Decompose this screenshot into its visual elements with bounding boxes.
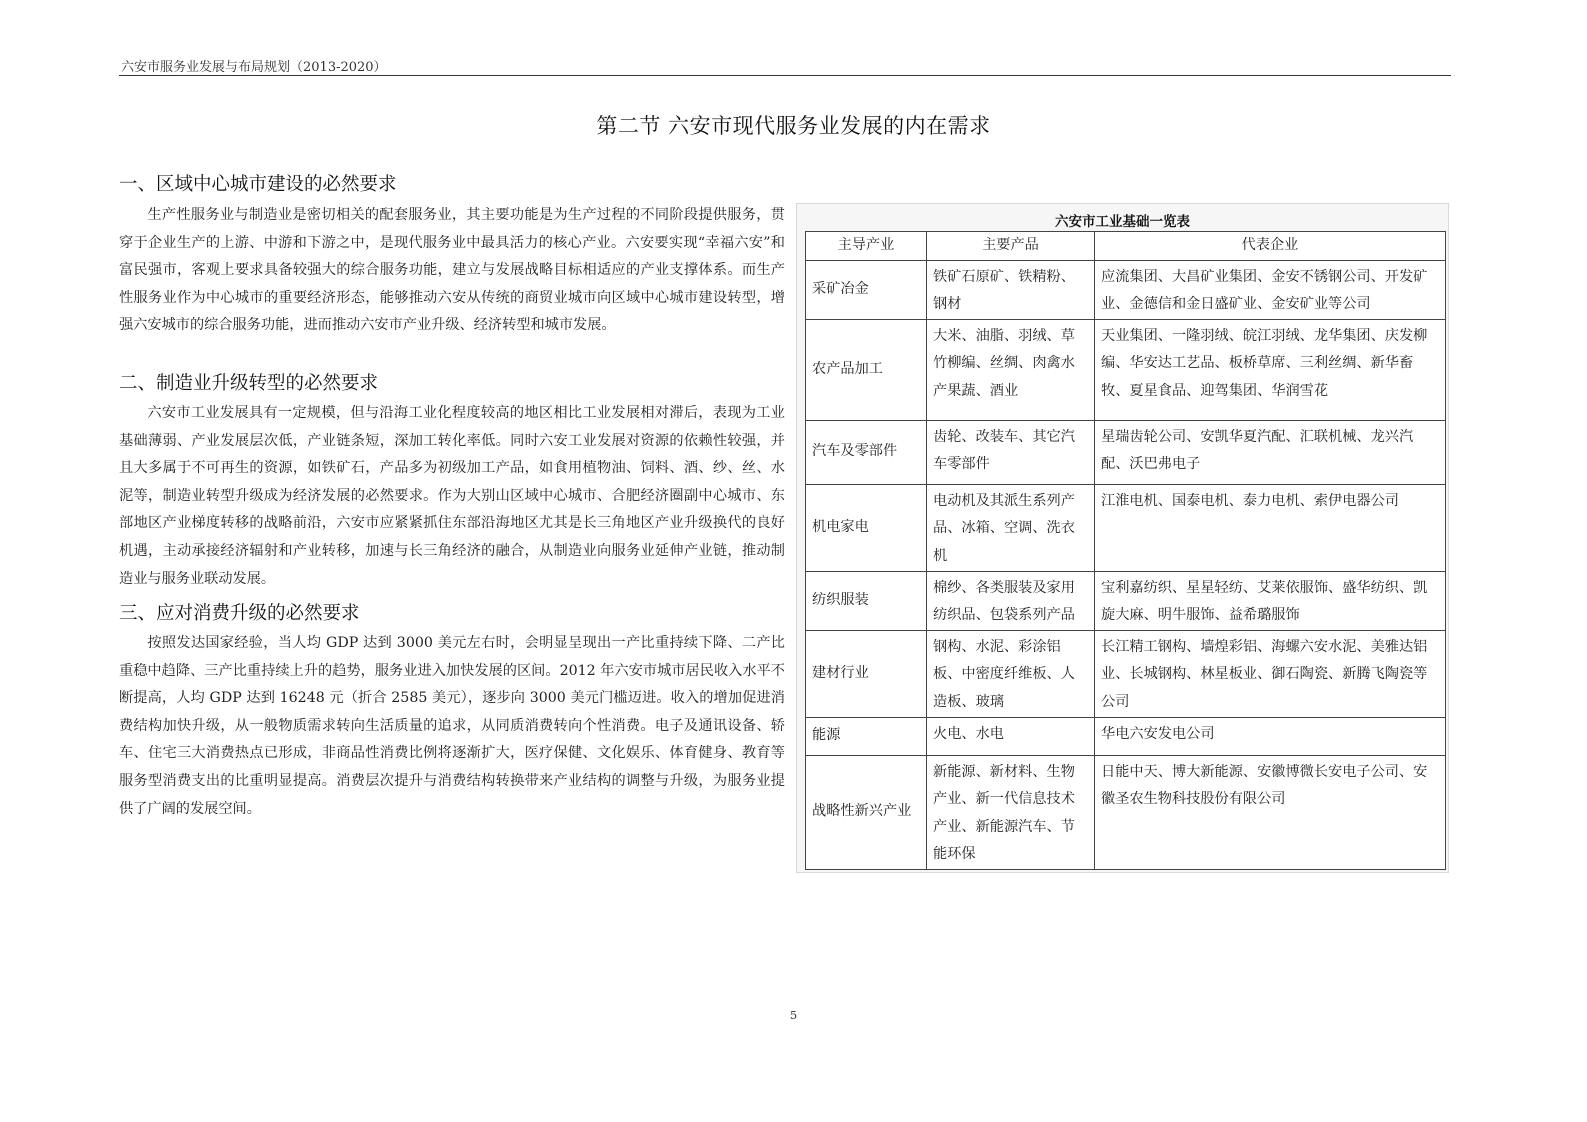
cell-industry: 机电家电 (806, 484, 927, 571)
table-row (806, 484, 1446, 571)
cell-companies: 华电六安发电公司 (1095, 717, 1446, 755)
table-row (806, 571, 1446, 630)
cell-companies: 宝利嘉纺织、星星轻纺、艾莱依服饰、盛华纺织、凯旋大麻、明牛服饰、益希璐服饰 (1095, 571, 1446, 630)
cell-products: 铁矿石原矿、铁精粉、钢材 (927, 260, 1095, 319)
cell-companies: 日能中天、博大新能源、安徽博微长安电子公司、安徽圣农生物科技股份有限公司 (1095, 755, 1446, 869)
cell-companies: 江淮电机、国泰电机、泰力电机、索伊电器公司 (1095, 484, 1446, 571)
table-row (806, 260, 1446, 319)
cell-products: 齿轮、改装车、其它汽车零部件 (927, 420, 1095, 484)
cell-industry: 能源 (806, 717, 927, 755)
table-caption: 六安市工业基础一览表 (1055, 214, 1190, 230)
table-row (806, 717, 1446, 755)
industry-base-table (805, 231, 1446, 870)
cell-products: 大米、油脂、羽绒、草竹柳编、丝绸、肉禽水产果蔬、酒业 (927, 319, 1095, 420)
cell-products: 棉纱、各类服装及家用纺织品、包袋系列产品 (927, 571, 1095, 630)
table-row (806, 420, 1446, 484)
running-header: 六安市服务业发展与布局规划（2013-2020） (121, 60, 387, 75)
paragraph-consumption: 按照发达国家经验，当人均 GDP 达到 3000 美元左右时，会明显呈现出一产比重持续下降、二产比重稳中趋降、三产比重持续上升的趋势，服务业进入加快发展的区间。2012 年六安市城市居民收入水平不断提高，人均 GDP 达到 16248 元（折合 2585 美元），逐步向 3000 美元门槛迈进。收入的增加促进消费结构加快升级，从一般物质需求转向生活质量的追求，从同质消费转向个性消费。电子及通讯设备、轿车、住宅三大消费热点已形成，非商品性消费比例将逐渐扩大，医疗保健、文化娱乐、体育健身、教育等服务型消费支出的比重明显提高。消费层次提升与消费结构转换带来产业结构的调整与升级，为服务业提供了广阔的发展空间。 (119, 635, 785, 817)
header-products: 主要产品 (927, 232, 1095, 261)
cell-products: 新能源、新材料、生物产业、新一代信息技术产业、新能源汽车、节能环保 (927, 755, 1095, 869)
cell-industry: 建材行业 (806, 630, 927, 717)
page-number: 5 (789, 1008, 798, 1022)
heading-manufacturing: 二、制造业升级转型的必然要求 (119, 373, 379, 394)
paragraph-manufacturing: 六安市工业发展具有一定规模，但与沿海工业化程度较高的地区相比工业发展相对滞后，表现为工业基础薄弱、产业发展层次低，产业链条短，深加工转化率低。同时六安工业发展对资源的依赖性较强，并且大多属于不可再生的资源，如铁矿石，产品多为初级加工产品，如食用植物油、饲料、酒、纱、丝、水泥等，制造业转型升级成为经济发展的必然要求。作为大别山区域中心城市、合肥经济圈副中心城市、东部地区产业梯度转移的战略前沿，六安市应紧紧抓住东部沿海地区尤其是长三角地区产业升级换代的良好机遇，主动承接经济辐射和产业转移，加速与长三角经济的融合，从制造业向服务业延伸产业链，推动制造业与服务业联动发展。 (119, 405, 785, 587)
header-rule (119, 75, 1451, 76)
cell-industry: 汽车及零部件 (806, 420, 927, 484)
section-title: 第二节 六安市现代服务业发展的内在需求 (596, 114, 991, 138)
cell-products: 电动机及其派生系列产品、冰箱、空调、洗衣机 (927, 484, 1095, 571)
cell-companies: 天业集团、一隆羽绒、皖江羽绒、龙华集团、庆发柳编、华安达工艺品、板桥草席、三利丝绸、新华畜牧、夏星食品、迎驾集团、华润雪花 (1095, 319, 1446, 420)
table-header-row (806, 232, 1446, 261)
industry-table-panel (796, 203, 1449, 873)
cell-products: 火电、水电 (927, 717, 1095, 755)
header-industry: 主导产业 (806, 232, 927, 261)
cell-products: 钢构、水泥、彩涂铝板、中密度纤维板、人造板、玻璃 (927, 630, 1095, 717)
cell-companies: 应流集团、大昌矿业集团、金安不锈钢公司、开发矿业、金德信和金日盛矿业、金安矿业等公司 (1095, 260, 1446, 319)
paragraph-regional-center: 生产性服务业与制造业是密切相关的配套服务业，其主要功能是为生产过程的不同阶段提供服务，贯穿于企业生产的上游、中游和下游之中，是现代服务业中最具活力的核心产业。六安要实现“幸福六安”和富民强市，客观上要求具备较强大的综合服务功能，建立与发展战略目标相适应的产业支撑体系。而生产性服务业作为中心城市的重要经济形态，能够推动六安从传统的商贸业城市向区域中心城市建设转型，增强六安城市的综合服务功能，进而推动六安市产业升级、经济转型和城市发展。 (119, 207, 785, 334)
table-row (806, 630, 1446, 717)
cell-industry: 纺织服装 (806, 571, 927, 630)
cell-companies: 长江精工钢构、墙煌彩铝、海螺六安水泥、美雅达铝业、长城钢构、林星板业、御石陶瓷、新腾飞陶瓷等公司 (1095, 630, 1446, 717)
heading-regional-center: 一、区域中心城市建设的必然要求 (119, 174, 397, 195)
cell-industry: 采矿冶金 (806, 260, 927, 319)
table-row (806, 755, 1446, 869)
table-row (806, 319, 1446, 420)
cell-companies: 星瑞齿轮公司、安凯华夏汽配、汇联机械、龙兴汽配、沃巴弗电子 (1095, 420, 1446, 484)
cell-industry: 战略性新兴产业 (806, 755, 927, 869)
heading-consumption: 三、应对消费升级的必然要求 (119, 603, 360, 624)
cell-industry: 农产品加工 (806, 319, 927, 420)
header-companies: 代表企业 (1095, 232, 1446, 261)
